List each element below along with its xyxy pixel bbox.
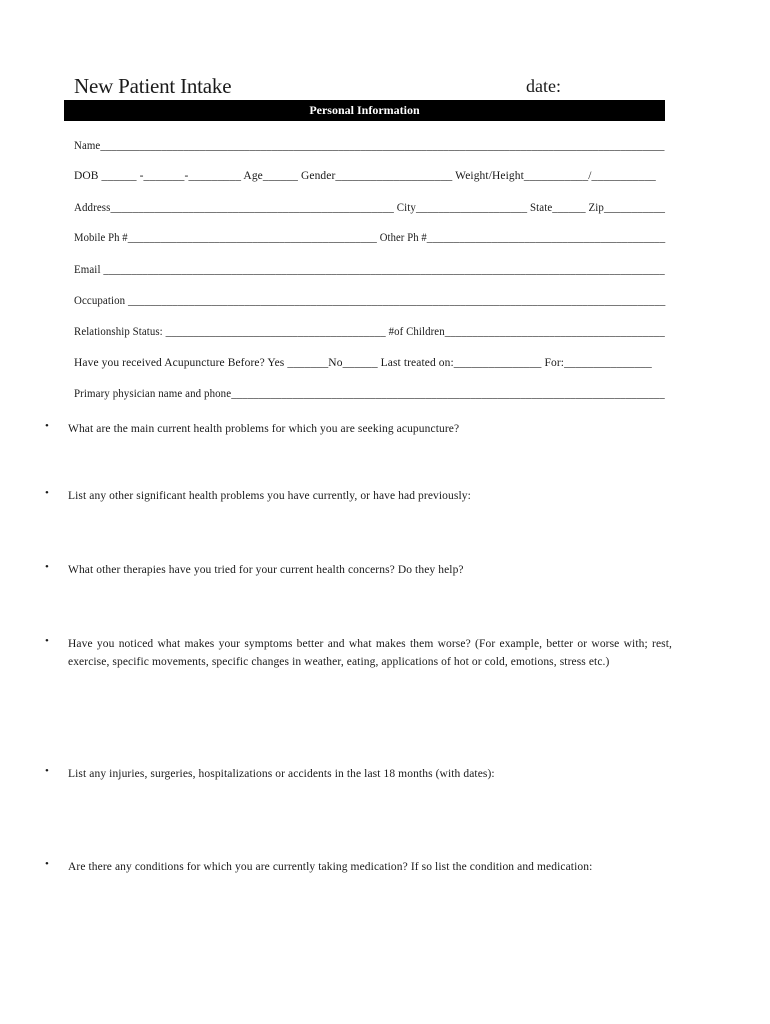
bullet-icon: • bbox=[45, 635, 49, 647]
primary-physician-field[interactable]: Primary physician name and phone______________________________________________________________________________ bbox=[74, 388, 665, 400]
acupuncture-history-row[interactable]: Have you received Acupuncture Before? Yes _______No______ Last treated on:_______________ For:_______________ bbox=[74, 357, 652, 369]
address-city-state-zip-row[interactable]: Address___________________________________________________ City____________________ State______ Zip___________ bbox=[74, 202, 666, 214]
question-health-problems: What are the main current health problems for which you are seeking acupuncture? bbox=[68, 423, 460, 435]
question-injuries-surgeries: List any injuries, surgeries, hospitalizations or accidents in the last 18 months (with dates): bbox=[68, 768, 495, 780]
dob-age-gender-weight-row[interactable]: DOB ______ -_______-_________ Age______ Gender____________________ Weight/Height___________/___________ bbox=[74, 170, 656, 182]
date-label: date: bbox=[526, 76, 561, 96]
bullet-icon: • bbox=[45, 858, 49, 870]
occupation-field[interactable]: Occupation _________________________________________________________________________________________________ bbox=[74, 295, 666, 307]
question-other-therapies: What other therapies have you tried for your current health concerns? Do they help? bbox=[68, 564, 464, 576]
question-symptom-triggers: Have you noticed what makes your symptoms better and what makes them worse? (For example, better or worse with; rest, exercise, specific movements, specific changes in weather, eating, applications of hot or cold, emotions, stress etc.) bbox=[68, 638, 672, 668]
relationship-children-row[interactable]: Relationship Status: ________________________________________ #of Children________________________________________ bbox=[74, 326, 665, 338]
bullet-icon: • bbox=[45, 765, 49, 777]
bullet-icon: • bbox=[45, 561, 49, 573]
form-title: New Patient Intake bbox=[74, 74, 232, 98]
email-field[interactable]: Email _____________________________________________________________________________________________________ bbox=[74, 264, 665, 276]
question-other-health-problems: List any other significant health problems you have currently, or have had previously: bbox=[68, 490, 471, 502]
phone-row[interactable]: Mobile Ph #______________________________________________ Other Ph #____________________________________________ bbox=[74, 232, 666, 244]
name-field[interactable]: Name______________________________________________________________________________________________________ bbox=[74, 140, 665, 152]
bullet-icon: • bbox=[45, 420, 49, 432]
question-medications: Are there any conditions for which you are currently taking medication? If so list the condition and medication: bbox=[68, 861, 593, 873]
bullet-icon: • bbox=[45, 487, 49, 499]
section-header-personal-information: Personal Information bbox=[64, 100, 665, 121]
